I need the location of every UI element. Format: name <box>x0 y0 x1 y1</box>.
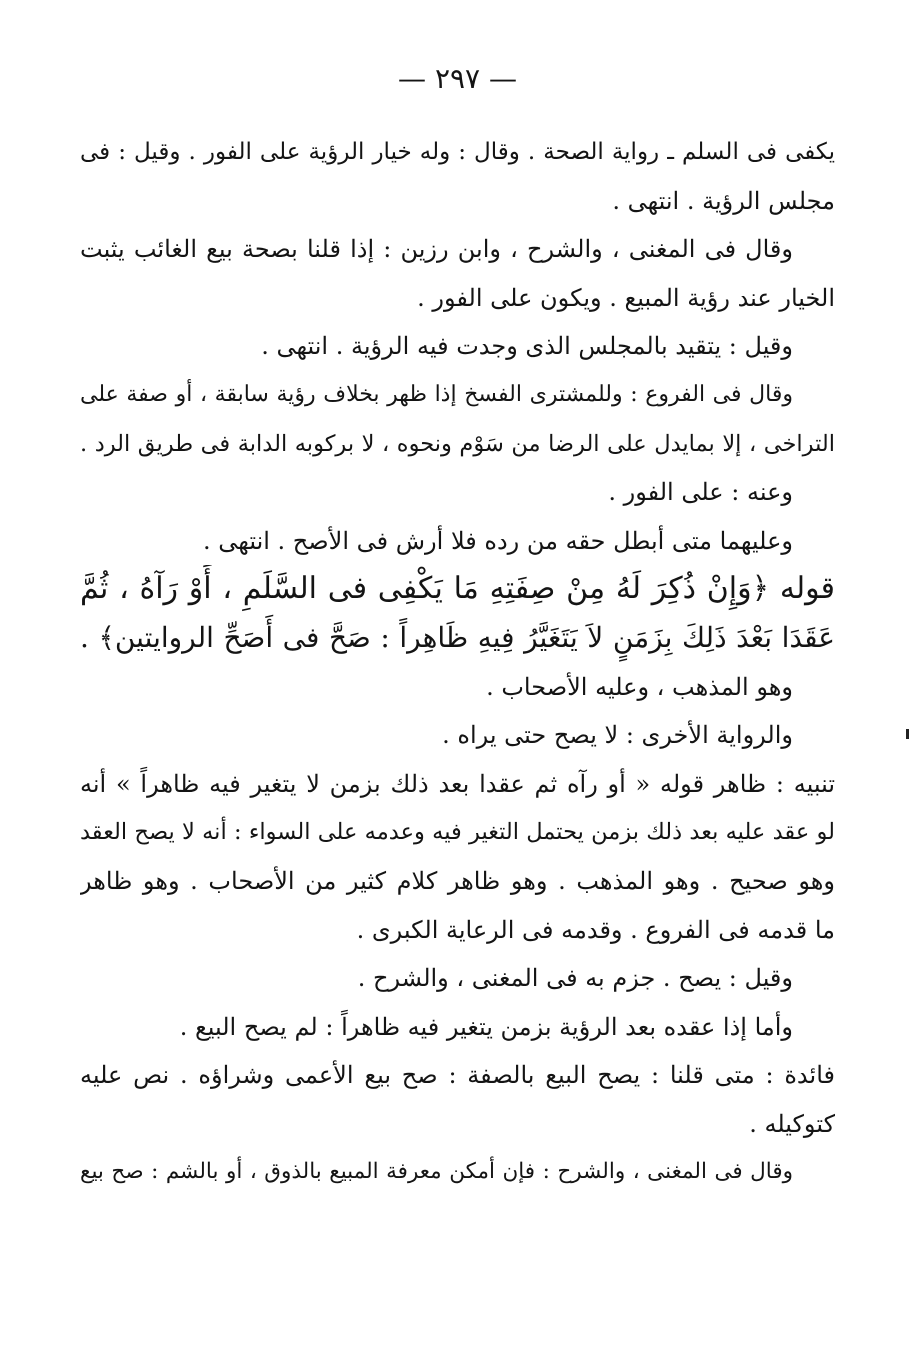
text-line: وقيل : يصح . جزم به فى المغنى ، والشرح . <box>357 964 793 993</box>
text-line: وعليهما متى أبطل حقه من رده فلا أرش فى الأصح . انتهى . <box>203 526 793 555</box>
text-line: مجلس الرؤية . انتهى . <box>612 186 835 215</box>
body-text <box>80 128 835 1197</box>
quoted-text-line: عَقَدَا بَعْدَ ذَلِكَ بِزَمَنٍ لاَ يَتَغَيَّرُ فِيهِ ظَاهِراً : صَحَّ فى أَصَحِّ الروايتين﴾ . <box>80 620 835 654</box>
text-line: وعنه : على الفور . <box>608 478 793 507</box>
note-text: : ظاهر قوله « أو رآه ثم عقدا بعد ذلك بزمن لا يتغير فيه ظاهراً » أنه <box>80 769 794 798</box>
text-line: وقال فى المغنى ، والشرح ، وابن رزين : إذا قلنا بصحة بيع الغائب يثبت <box>80 235 793 264</box>
benefit-heading: فائدة <box>784 1061 835 1090</box>
text-line: وأما إذا عقده بعد الرؤية بزمن يتغير فيه ظاهراً : لم يصح البيع . <box>179 1012 793 1041</box>
text-line: كتوكيله . <box>749 1109 835 1138</box>
text-line: والرواية الأخرى : لا يصح حتى يراه . <box>442 721 793 750</box>
text-line: الخيار عند رؤية المبيع . ويكون على الفور . <box>417 283 835 312</box>
note-line <box>80 760 835 809</box>
quoted-text-line: قوله ﴿وَإِنْ ذُكِرَ لَهُ مِنْ صِفَتِهِ مَا يَكْفِى فى السَّلَمِ ، أَوْ رَآهُ ، ثُمَّ <box>80 571 835 607</box>
text-line: التراخى ، إلا بمايدل على الرضا من سَوْم ونحوه ، لا بركوبه الدابة فى طريق الرد . <box>80 430 835 457</box>
text-line: وقال فى المغنى ، والشرح : فإن أمكن معرفة المبيع بالذوق ، أو بالشم : صح بيع <box>80 1159 793 1185</box>
benefit-text: : متى قلنا : يصح البيع بالصفة : صح بيع الأعمى وشراؤه . نص عليه <box>80 1061 785 1090</box>
text-line: ما قدمه فى الفروع . وقدمه فى الرعاية الكبرى . <box>356 915 835 944</box>
text-line: لو عقد عليه بعد ذلك بزمن يحتمل التغير فيه وعدمه على السواء : أنه لا يصح العقد <box>80 819 835 846</box>
text-line: وهو صحيح . وهو المذهب . وهو ظاهر كلام كثير من الأصحاب . وهو ظاهر <box>80 866 835 895</box>
text-line: يكفى فى السلم ـ رواية الصحة . وقال : وله خيار الرؤية على الفور . وقيل : فى <box>80 139 835 165</box>
benefit-line <box>80 1051 835 1100</box>
text-line: وهو المذهب ، وعليه الأصحاب . <box>486 672 793 701</box>
note-heading: تنبيه <box>793 769 835 798</box>
text-line: وقيل : يتقيد بالمجلس الذى وجدت فيه الرؤية . انتهى . <box>261 332 793 361</box>
page-number: — ٢٩٧ — <box>398 62 517 95</box>
text-line: وقال فى الفروع : وللمشترى الفسخ إذا ظهر بخلاف رؤية سابقة ، أو صفة على <box>80 381 793 407</box>
margin-mark <box>906 729 909 739</box>
